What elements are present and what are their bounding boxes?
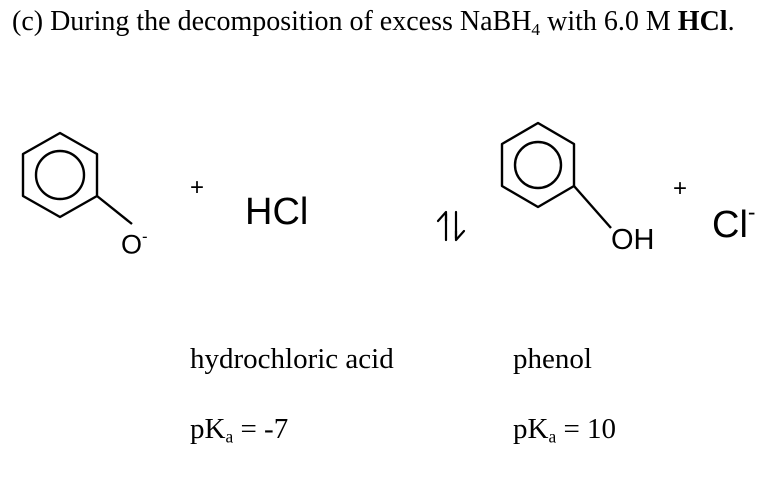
heading-bold-reagent: HCl <box>677 6 728 37</box>
heading-prefix: (c) During the decomposition of excess NaBH <box>12 6 532 37</box>
acid-pka-label <box>190 413 288 452</box>
acid-pka-value: = -7 <box>233 413 289 445</box>
acid-pka-subscript: a <box>225 426 234 447</box>
phenol-pka-label <box>513 413 616 452</box>
phenoxide-oxygen-atom: O <box>121 229 143 260</box>
acid-name-label: hydrochloric acid <box>190 343 394 375</box>
chloride-ion <box>712 192 755 245</box>
plus-sign-left: + <box>190 174 205 201</box>
phenol-pka-subscript: a <box>548 426 557 447</box>
phenoxide-ring-aromatic-circle <box>36 151 84 199</box>
phenoxide-ring <box>23 133 132 224</box>
phenol-hydroxyl: OH <box>611 224 655 256</box>
chloride-charge: - <box>747 199 756 225</box>
phenol-pka-prefix: pK <box>513 413 549 445</box>
equilibrium-arrow-up-head <box>438 212 446 221</box>
phenoxide-charge: - <box>142 227 148 246</box>
chloride-atom: Cl <box>712 204 748 247</box>
heading-middle: with 6.0 M <box>540 6 678 37</box>
equilibrium-arrow-down-head <box>456 231 464 240</box>
phenoxide-oxygen <box>121 222 148 260</box>
phenol-ring-hexagon <box>502 123 574 207</box>
phenoxide-c-o-bond <box>97 196 132 224</box>
phenol-ring <box>502 123 611 228</box>
phenol-pka-value: = 10 <box>556 413 617 445</box>
heading-suffix: . <box>727 6 735 37</box>
plus-sign-right: + <box>673 175 688 202</box>
heading-subscript: 4 <box>531 19 541 39</box>
equilibrium-arrows-icon <box>438 212 464 240</box>
hcl-formula: HCl <box>245 191 309 233</box>
phenoxide-ring-hexagon <box>23 133 97 217</box>
acid-pka-prefix: pK <box>190 413 226 445</box>
phenol-ring-aromatic-circle <box>515 142 561 188</box>
phenol-name-label: phenol <box>513 343 592 375</box>
phenol-c-o-bond <box>574 186 611 228</box>
